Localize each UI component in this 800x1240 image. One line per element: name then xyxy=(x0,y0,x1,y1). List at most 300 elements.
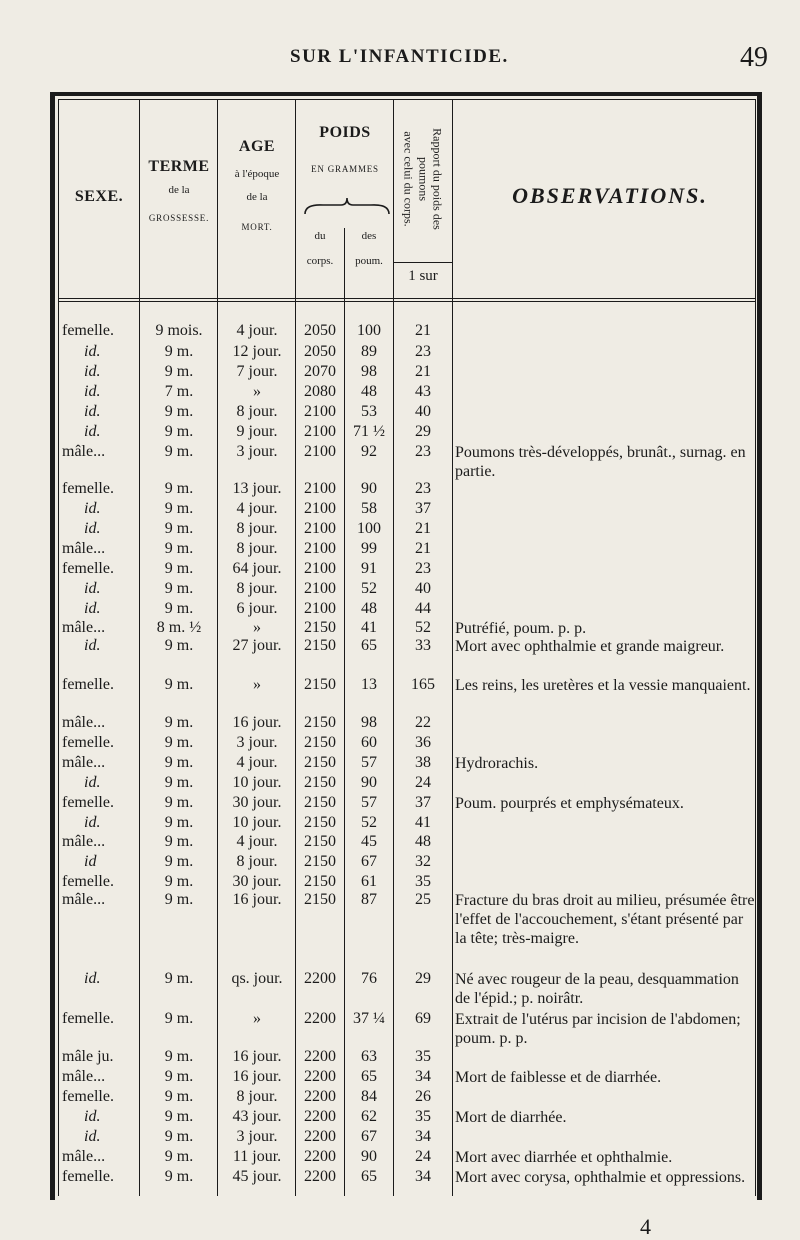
cell-obs: Les reins, les uretères et la vessie manquaient. xyxy=(455,677,751,694)
cell-terme: 9 m. xyxy=(164,480,194,497)
cell-poum: 45 xyxy=(361,833,377,850)
cell-sexe: mâle... xyxy=(62,443,106,460)
cell-terme: 9 m. xyxy=(164,343,194,360)
cell-sexe: mâle... xyxy=(62,754,106,771)
cell-poum: 100 xyxy=(357,322,381,339)
cell-terme: 9 m. xyxy=(164,970,194,987)
cell-terme: 9 mois. xyxy=(155,322,203,339)
cell-obs: Poumons très-développés, brunât., surnag. en partie. xyxy=(455,444,746,480)
cell-rapport: 69 xyxy=(415,1010,431,1027)
cell-terme: 9 m. xyxy=(164,794,194,811)
cell-age: 16 jour. xyxy=(232,891,282,908)
cell-poum: 48 xyxy=(361,383,377,400)
cell-poum: 62 xyxy=(361,1108,377,1125)
cell-sexe: id. xyxy=(84,637,101,654)
cell-obs: Né avec rougeur de la peau, desquammation de l'épid.; p. noirâtr. xyxy=(455,971,739,1007)
table-row xyxy=(0,754,800,774)
cell-terme: 9 m. xyxy=(164,676,194,693)
cell-corps: 2150 xyxy=(304,794,336,811)
cell-rapport: 21 xyxy=(415,520,431,537)
cell-corps: 2070 xyxy=(304,363,336,380)
table-row xyxy=(0,383,800,403)
table-row xyxy=(0,794,800,814)
cell-terme: 9 m. xyxy=(164,1108,194,1125)
cell-sexe: femelle. xyxy=(62,794,114,811)
cell-rapport: 43 xyxy=(415,383,431,400)
table-row xyxy=(0,560,800,580)
cell-terme: 9 m. xyxy=(164,637,194,654)
cell-corps: 2050 xyxy=(304,343,336,360)
cell-corps: 2050 xyxy=(304,322,336,339)
cell-rapport: 40 xyxy=(415,580,431,597)
cell-rapport: 48 xyxy=(415,833,431,850)
cell-rapport: 38 xyxy=(415,754,431,771)
cell-terme: 9 m. xyxy=(164,734,194,751)
cell-poum: 52 xyxy=(361,814,377,831)
header-corps xyxy=(296,230,344,267)
cell-sexe: mâle... xyxy=(62,833,106,850)
header-corps-2: corps. xyxy=(306,254,334,267)
cell-sexe: mâle ju. xyxy=(62,1048,114,1065)
header-sexe: SEXE. xyxy=(74,188,124,205)
table-row xyxy=(0,322,800,342)
cell-age: » xyxy=(253,676,261,693)
table-row xyxy=(0,580,800,600)
table-row xyxy=(0,520,800,540)
table-row xyxy=(0,1168,800,1188)
cell-corps: 2200 xyxy=(304,1108,336,1125)
table-row xyxy=(0,403,800,423)
cell-terme: 9 m. xyxy=(164,714,194,731)
cell-sexe: id. xyxy=(84,520,101,537)
cell-poum: 91 xyxy=(361,560,377,577)
table-row xyxy=(0,1148,800,1168)
cell-age: 7 jour. xyxy=(236,363,278,380)
cell-rapport: 35 xyxy=(415,1048,431,1065)
table-row xyxy=(0,443,800,480)
cell-terme: 9 m. xyxy=(164,520,194,537)
cell-sexe: id. xyxy=(84,580,101,597)
cell-rapport: 24 xyxy=(415,1148,431,1165)
cell-sexe: id. xyxy=(84,500,101,517)
running-head xyxy=(0,44,800,74)
header-terme-title: TERME xyxy=(148,158,210,175)
table-row xyxy=(0,1048,800,1068)
cell-terme: 9 m. xyxy=(164,754,194,771)
cell-rapport: 29 xyxy=(415,970,431,987)
running-title: SUR L'INFANTICIDE. xyxy=(290,46,509,67)
cell-age: 8 jour. xyxy=(236,1088,278,1105)
cell-rapport: 21 xyxy=(415,540,431,557)
header-rapport-line3: avec celui du corps. xyxy=(401,131,416,227)
cell-poum: 61 xyxy=(361,873,377,890)
cell-rapport: 29 xyxy=(415,423,431,440)
cell-poum: 92 xyxy=(361,443,377,460)
header-poum-2: poum. xyxy=(355,254,383,267)
cell-terme: 9 m. xyxy=(164,500,194,517)
cell-corps: 2200 xyxy=(304,1168,336,1185)
cell-poum: 71 ½ xyxy=(353,423,385,440)
cell-age: 9 jour. xyxy=(236,423,278,440)
cell-terme: 9 m. xyxy=(164,1088,194,1105)
header-rapport-line2: poumons xyxy=(416,156,431,202)
cell-corps: 2200 xyxy=(304,1068,336,1085)
cell-rapport: 23 xyxy=(415,560,431,577)
cell-terme: 9 m. xyxy=(164,853,194,870)
cell-rapport: 165 xyxy=(411,676,435,693)
cell-sexe: femelle. xyxy=(62,734,114,751)
cell-sexe: id. xyxy=(84,403,101,420)
cell-poum: 65 xyxy=(361,637,377,654)
cell-corps: 2150 xyxy=(304,734,336,751)
cell-terme: 9 m. xyxy=(164,1048,194,1065)
cell-rapport: 21 xyxy=(415,322,431,339)
cell-corps: 2150 xyxy=(304,891,336,908)
header-age-sub1: à l'époque xyxy=(234,168,280,181)
cell-rapport: 52 xyxy=(415,619,431,636)
cell-rapport: 37 xyxy=(415,500,431,517)
cell-rapport: 21 xyxy=(415,363,431,380)
table-row xyxy=(0,734,800,754)
cell-age: 64 jour. xyxy=(232,560,282,577)
cell-sexe: id. xyxy=(84,363,101,380)
table-row xyxy=(0,500,800,520)
cell-age: 30 jour. xyxy=(232,873,282,890)
cell-age: 45 jour. xyxy=(232,1168,282,1185)
cell-sexe: mâle... xyxy=(62,891,106,908)
cell-terme: 9 m. xyxy=(164,580,194,597)
cell-sexe: mâle... xyxy=(62,619,106,636)
table-row xyxy=(0,1108,800,1128)
cell-age: 16 jour. xyxy=(232,1048,282,1065)
header-poids xyxy=(296,124,394,175)
cell-poum: 67 xyxy=(361,853,377,870)
cell-terme: 9 m. xyxy=(164,403,194,420)
table-row xyxy=(0,423,800,443)
table-row xyxy=(0,1088,800,1108)
cell-terme: 9 m. xyxy=(164,560,194,577)
table-row xyxy=(0,637,800,657)
cell-rapport: 34 xyxy=(415,1068,431,1085)
header-age-sub3: MORT. xyxy=(241,221,273,232)
header-age-title: AGE xyxy=(238,138,276,155)
cell-age: 16 jour. xyxy=(232,714,282,731)
cell-rapport: 23 xyxy=(415,480,431,497)
cell-rapport: 34 xyxy=(415,1168,431,1185)
cell-age: » xyxy=(253,383,261,400)
header-corps-1: du xyxy=(314,230,326,242)
cell-sexe: id. xyxy=(84,970,101,987)
cell-sexe: id. xyxy=(84,423,101,440)
cell-poum: 41 xyxy=(361,619,377,636)
header-age xyxy=(218,138,296,232)
cell-corps: 2100 xyxy=(304,540,336,557)
cell-obs: Putréfié, poum. p. p. xyxy=(455,620,587,637)
table-row xyxy=(0,600,800,620)
cell-sexe: id. xyxy=(84,814,101,831)
header-terme-sub1: de la xyxy=(168,184,190,197)
cell-age: 8 jour. xyxy=(236,853,278,870)
header-poum xyxy=(345,230,393,267)
cell-rapport: 25 xyxy=(415,891,431,908)
cell-terme: 9 m. xyxy=(164,833,194,850)
cell-terme: 7 m. xyxy=(164,383,194,400)
cell-rapport: 26 xyxy=(415,1088,431,1105)
cell-terme: 9 m. xyxy=(164,363,194,380)
cell-corps: 2200 xyxy=(304,1148,336,1165)
cell-sexe: id. xyxy=(84,774,101,791)
header-poids-sub: EN GRAMMES xyxy=(311,164,379,175)
cell-terme: 9 m. xyxy=(164,891,194,908)
cell-obs: Extrait de l'utérus par incision de l'abdomen; poum. p. p. xyxy=(455,1011,741,1047)
cell-poum: 65 xyxy=(361,1068,377,1085)
cell-poum: 52 xyxy=(361,580,377,597)
cell-terme: 9 m. xyxy=(164,1068,194,1085)
cell-age: 43 jour. xyxy=(232,1108,282,1125)
cell-corps: 2100 xyxy=(304,560,336,577)
cell-age: 4 jour. xyxy=(236,754,278,771)
cell-age: 16 jour. xyxy=(232,1068,282,1085)
cell-obs: Mort avec ophthalmie et grande maigreur. xyxy=(455,638,725,655)
cell-age: 6 jour. xyxy=(236,600,278,617)
table-row xyxy=(0,714,800,734)
table-row xyxy=(0,363,800,383)
cell-terme: 9 m. xyxy=(164,1148,194,1165)
header-rapport-sur: 1 sur xyxy=(408,268,438,284)
cell-terme: 9 m. xyxy=(164,814,194,831)
cell-poum: 98 xyxy=(361,363,377,380)
table-row xyxy=(0,676,800,696)
cell-age: 11 jour. xyxy=(232,1148,282,1165)
cell-age: » xyxy=(253,619,261,636)
cell-corps: 2100 xyxy=(304,423,336,440)
cell-obs: Mort de faiblesse et de diarrhée. xyxy=(455,1069,662,1086)
cell-age: 8 jour. xyxy=(236,580,278,597)
cell-rapport: 36 xyxy=(415,734,431,751)
cell-age: 3 jour. xyxy=(236,1128,278,1145)
cell-age: 3 jour. xyxy=(236,734,278,751)
table-row xyxy=(0,343,800,363)
cell-rapport: 44 xyxy=(415,600,431,617)
cell-poum: 57 xyxy=(361,794,377,811)
header-age-sub2: de la xyxy=(246,191,268,204)
table-row xyxy=(0,774,800,794)
cell-poum: 98 xyxy=(361,714,377,731)
cell-poum: 63 xyxy=(361,1048,377,1065)
cell-corps: 2100 xyxy=(304,480,336,497)
cell-age: qs. jour. xyxy=(231,970,283,987)
cell-poum: 90 xyxy=(361,1148,377,1165)
cell-corps: 2150 xyxy=(304,637,336,654)
cell-age: 8 jour. xyxy=(236,403,278,420)
table-row xyxy=(0,873,800,893)
cell-age: 4 jour. xyxy=(236,833,278,850)
cell-corps: 2150 xyxy=(304,619,336,636)
cell-rapport: 22 xyxy=(415,714,431,731)
cell-poum: 48 xyxy=(361,600,377,617)
cell-corps: 2150 xyxy=(304,873,336,890)
cell-sexe: mâle... xyxy=(62,540,106,557)
cell-rapport: 23 xyxy=(415,443,431,460)
cell-corps: 2150 xyxy=(304,714,336,731)
cell-terme: 9 m. xyxy=(164,443,194,460)
cell-corps: 2100 xyxy=(304,403,336,420)
cell-obs: Mort avec corysa, ophthalmie et oppressions. xyxy=(455,1169,746,1186)
cell-corps: 2200 xyxy=(304,1048,336,1065)
cell-corps: 2150 xyxy=(304,833,336,850)
cell-terme: 8 m. ½ xyxy=(156,619,202,636)
cell-terme: 9 m. xyxy=(164,873,194,890)
cell-obs: Fracture du bras droit au milieu, présumée être l'effet de l'accouchement, s'étant présenté par la tête; très-maigre. xyxy=(455,892,755,947)
cell-sexe: femelle. xyxy=(62,1010,114,1027)
table-row xyxy=(0,814,800,834)
cell-corps: 2100 xyxy=(304,580,336,597)
cell-sexe: id. xyxy=(84,1108,101,1125)
cell-sexe: femelle. xyxy=(62,322,114,339)
cell-age: 8 jour. xyxy=(236,520,278,537)
cell-corps: 2100 xyxy=(304,500,336,517)
cell-obs: Mort avec diarrhée et ophthalmie. xyxy=(455,1149,673,1166)
cell-obs: Poum. pourprés et emphysémateux. xyxy=(455,795,684,812)
cell-poum: 90 xyxy=(361,774,377,791)
cell-corps: 2100 xyxy=(304,443,336,460)
table-row xyxy=(0,540,800,560)
cell-terme: 9 m. xyxy=(164,600,194,617)
cell-poum: 37 ¼ xyxy=(353,1010,385,1027)
cell-corps: 2150 xyxy=(304,676,336,693)
cell-sexe: femelle. xyxy=(62,1088,114,1105)
header-rule-double xyxy=(58,301,755,302)
cell-terme: 9 m. xyxy=(164,540,194,557)
cell-rapport: 23 xyxy=(415,343,431,360)
rapport-sur-rule xyxy=(394,262,452,263)
header-observations: OBSERVATIONS. xyxy=(512,183,708,208)
cell-corps: 2150 xyxy=(304,754,336,771)
cell-age: 8 jour. xyxy=(236,540,278,557)
cell-corps: 2150 xyxy=(304,814,336,831)
header-rapport-line1: Rapport du poids des xyxy=(430,128,445,230)
cell-rapport: 41 xyxy=(415,814,431,831)
header-poum-1: des xyxy=(361,230,377,242)
table-row xyxy=(0,970,800,1007)
cell-sexe: femelle. xyxy=(62,480,114,497)
cell-corps: 2150 xyxy=(304,774,336,791)
table-row xyxy=(0,833,800,853)
cell-rapport: 40 xyxy=(415,403,431,420)
cell-corps: 2200 xyxy=(304,1128,336,1145)
header-terme xyxy=(140,158,218,223)
cell-sexe: mâle... xyxy=(62,1068,106,1085)
cell-age: 10 jour. xyxy=(232,814,282,831)
cell-poum: 60 xyxy=(361,734,377,751)
cell-age: 3 jour. xyxy=(236,443,278,460)
cell-age: 10 jour. xyxy=(232,774,282,791)
cell-poum: 89 xyxy=(361,343,377,360)
cell-sexe: femelle. xyxy=(62,676,114,693)
cell-sexe: femelle. xyxy=(62,560,114,577)
table-row xyxy=(0,1010,800,1047)
cell-rapport: 34 xyxy=(415,1128,431,1145)
cell-corps: 2200 xyxy=(304,1088,336,1105)
cell-poum: 87 xyxy=(361,891,377,908)
cell-sexe: femelle. xyxy=(62,1168,114,1185)
cell-terme: 9 m. xyxy=(164,774,194,791)
cell-poum: 13 xyxy=(361,676,377,693)
cell-sexe: mâle... xyxy=(62,1148,106,1165)
cell-rapport: 32 xyxy=(415,853,431,870)
cell-age: 13 jour. xyxy=(232,480,282,497)
cell-terme: 9 m. xyxy=(164,1128,194,1145)
cell-poum: 99 xyxy=(361,540,377,557)
page-number: 49 xyxy=(740,42,768,73)
cell-corps: 2200 xyxy=(304,970,336,987)
table-row xyxy=(0,619,800,639)
cell-poum: 57 xyxy=(361,754,377,771)
cell-rapport: 37 xyxy=(415,794,431,811)
cell-rapport: 35 xyxy=(415,873,431,890)
cell-poum: 90 xyxy=(361,480,377,497)
header-rapport-text xyxy=(401,128,444,230)
header-poids-title: POIDS xyxy=(319,124,371,141)
cell-sexe: id. xyxy=(84,343,101,360)
cell-poum: 100 xyxy=(357,520,381,537)
header-rule xyxy=(58,298,755,299)
table-row xyxy=(0,891,800,947)
cell-sexe: id. xyxy=(84,383,101,400)
header-terme-sub2: GROSSESSE. xyxy=(148,213,210,224)
cell-age: 27 jour. xyxy=(232,637,282,654)
table-row xyxy=(0,1068,800,1088)
poids-brace xyxy=(303,196,391,216)
cell-terme: 9 m. xyxy=(164,423,194,440)
cell-corps: 2100 xyxy=(304,520,336,537)
cell-rapport: 35 xyxy=(415,1108,431,1125)
cell-rapport: 24 xyxy=(415,774,431,791)
cell-poum: 53 xyxy=(361,403,377,420)
cell-sexe: id xyxy=(84,853,97,870)
cell-poum: 58 xyxy=(361,500,377,517)
frame-inner-rule xyxy=(58,99,755,100)
cell-age: 4 jour. xyxy=(236,322,278,339)
cell-obs: Mort de diarrhée. xyxy=(455,1109,567,1126)
cell-corps: 2100 xyxy=(304,600,336,617)
cell-rapport: 33 xyxy=(415,637,431,654)
cell-poum: 67 xyxy=(361,1128,377,1145)
cell-terme: 9 m. xyxy=(164,1168,194,1185)
cell-poum: 76 xyxy=(361,970,377,987)
cell-terme: 9 m. xyxy=(164,1010,194,1027)
cell-sexe: id. xyxy=(84,600,101,617)
cell-age: 4 jour. xyxy=(236,500,278,517)
cell-corps: 2200 xyxy=(304,1010,336,1027)
cell-age: » xyxy=(253,1010,261,1027)
cell-sexe: femelle. xyxy=(62,873,114,890)
cell-sexe: id. xyxy=(84,1128,101,1145)
cell-poum: 84 xyxy=(361,1088,377,1105)
header-rapport xyxy=(398,104,448,254)
table-row xyxy=(0,853,800,873)
cell-corps: 2150 xyxy=(304,853,336,870)
cell-age: 30 jour. xyxy=(232,794,282,811)
signature-mark: 4 xyxy=(640,1214,651,1239)
cell-obs: Hydrorachis. xyxy=(455,755,539,772)
cell-poum: 65 xyxy=(361,1168,377,1185)
cell-age: 12 jour. xyxy=(232,343,282,360)
table-row xyxy=(0,480,800,500)
cell-corps: 2080 xyxy=(304,383,336,400)
table-row xyxy=(0,1128,800,1148)
cell-sexe: mâle... xyxy=(62,714,106,731)
